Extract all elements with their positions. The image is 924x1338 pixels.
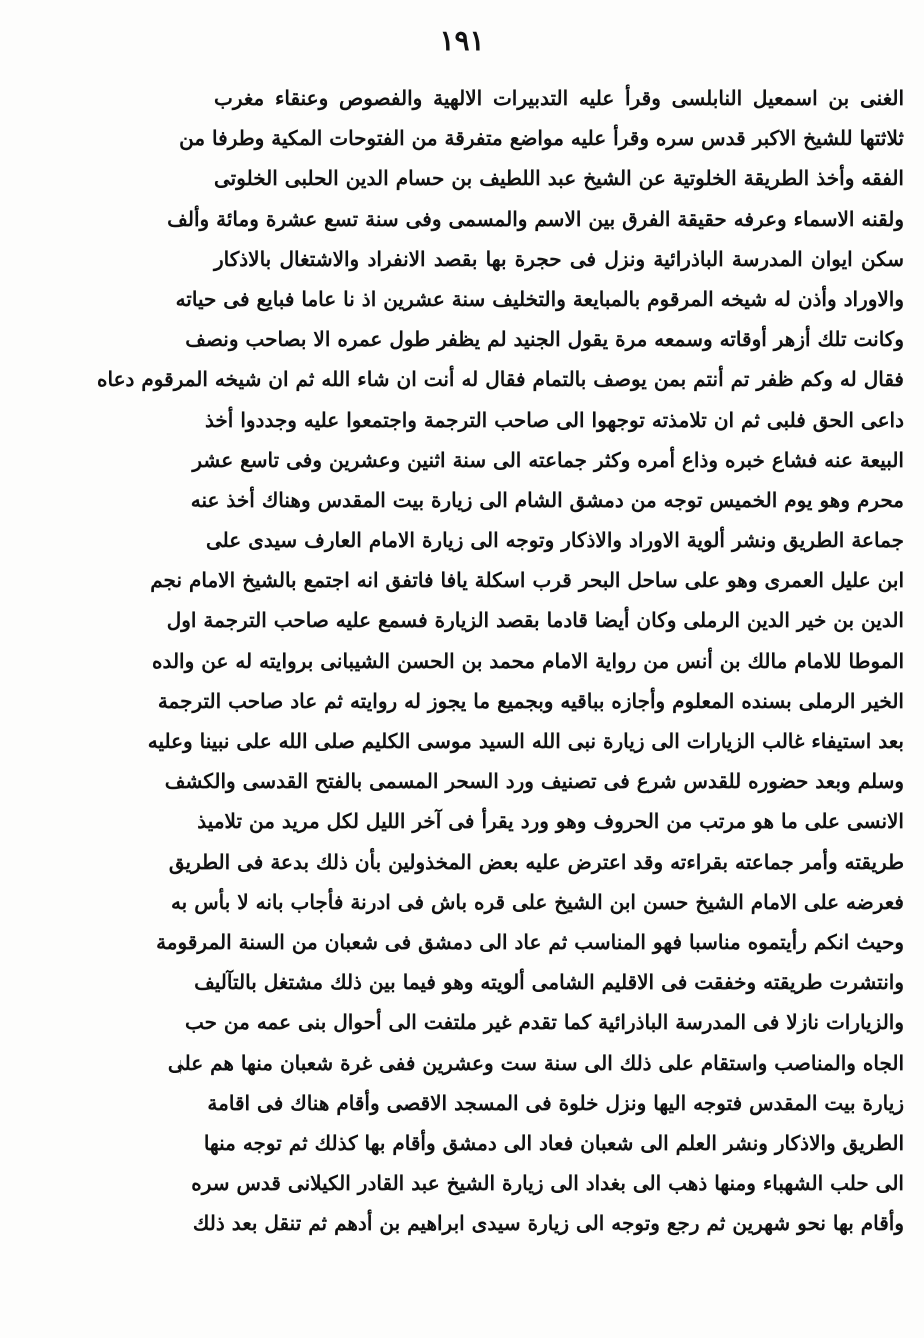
body-text <box>97 78 904 1243</box>
text-line: سكن ايوان المدرسة الباذرائية ونزل فى حجرة بها بقصد الانفراد والاشتغال بالاذكار <box>214 246 904 271</box>
text-line: وحيث انكم رأيتموه مناسبا فهو المناسب ثم عاد الى دمشق فى شعبان من السنة المرقومة <box>156 929 904 954</box>
text-line: وكانت تلك أزهر أوقاته وسمعه مرة يقول الجنيد لم يظفر طول عمره الا بصاحب ونصف <box>185 327 904 352</box>
text-line: الى حلب الشهباء ومنها ذهب الى بغداد الى زيارة الشيخ عبد القادر الكيلانى قدس سره <box>191 1171 904 1196</box>
text-line: الانسى على ما هو مرتب من الحروف وهو ورد يقرأ فى آخر الليل لكل مريد من تلاميذ <box>197 809 904 834</box>
text-line: فعرضه على الامام الشيخ حسن ابن الشيخ على قره باش فى ادرنة فأجاب بانه لا بأس به <box>170 889 904 914</box>
text-line: ثلاثتها للشيخ الاكبر قدس سره وقرأ عليه مواضع متفرقة من الفتوحات المكية وطرفا من <box>179 126 904 151</box>
text-line: والزيارات نازلا فى المدرسة الباذرائية كما تقدم غير ملتفت الى أحوال بنى عمه من حب <box>184 1010 904 1035</box>
text-line: الخير الرملى بسنده المعلوم وأجازه بباقيه وبجميع ما يجوز له روايته ثم عاد صاحب الترجمة <box>157 688 904 713</box>
text-line: ولقنه الاسماء وعرفه حقيقة الفرق بين الاسم والمسمى وفى سنة تسع عشرة ومائة وألف <box>167 206 904 231</box>
text-line: بعد استيفاء غالب الزيارات الى زيارة نبى الله السيد موسى الكليم صلى الله على نبينا وعليه <box>147 729 904 753</box>
page-number: ١٩١ <box>439 24 485 57</box>
text-line: جماعة الطريق ونشر ألوية الاوراد والاذكار وتوجه الى زيارة الامام العارف سيدى على <box>205 528 904 553</box>
text-line: البيعة عنه فشاع خبره وذاع أمره وكثر جماعته الى سنة اثنين وعشرين وفى تاسع عشر <box>192 447 904 472</box>
text-line: الطريق والاذكار ونشر العلم الى شعبان فعاد الى دمشق وأقام بها كذلك ثم توجه منها <box>203 1130 904 1155</box>
text-line: وسلم وبعد حضوره للقدس شرع فى تصنيف ورد السحر المسمى بالفتح القدسى والكشف <box>164 769 904 794</box>
text-line: ابن عليل العمرى وهو على ساحل البحر قرب اسكلة يافا فاتفق انه اجتمع بالشيخ الامام نجم <box>150 568 904 593</box>
text-line: الغنى بن اسمعيل النابلسى وقرأ عليه التدبيرات الالهية والفصوص وعنقاء مغرب <box>214 86 904 110</box>
text-line: الجاه والمناصب واستقام على ذلك الى سنة ست وعشرين ففى غرة شعبان منها هم على <box>167 1050 904 1075</box>
text-line: طريقته وأمر جماعته بقراءته وقد اعترض عليه بعض المخذولين بأن ذلك بدعة فى الطريق <box>168 849 904 874</box>
text-line: الفقه وأخذ الطريقة الخلوتية عن الشيخ عبد اللطيف بن حسام الدين الحلبى الخلوتى <box>214 166 904 191</box>
text-line: زيارة بيت المقدس فتوجه اليها ونزل خلوة فى المسجد الاقصى وأقام هناك فى اقامة <box>207 1090 904 1115</box>
text-line: والاوراد وأذن له شيخه المرقوم بالمبايعة والتخليف سنة عشرين اذ نا عاما فبايع فى حياته <box>175 286 904 311</box>
text-line: الدين بن خير الدين الرملى وكان أيضا قادما بقصد الزيارة فسمع عليه صاحب الترجمة اول <box>166 608 904 633</box>
text-line: وانتشرت طريقته وخفقت فى الاقليم الشامى ألويته وهو فيما بين ذلك مشتغل بالتآليف <box>194 970 904 995</box>
text-line: محرم وهو يوم الخميس توجه من دمشق الشام الى زيارة بيت المقدس وهناك أخذ عنه <box>190 487 904 512</box>
text-line: الموطا للامام مالك بن أنس من رواية الامام محمد بن الحسن الشيبانى بروايته له عن والده <box>151 648 904 673</box>
text-line: فقال له وكم ظفر تم أنتم بمن يوصف بالتمام فقال له أنت ان شاء الله ثم ان شيخه المرقوم دعاه <box>97 367 904 392</box>
text-line: وأقام بها نحو شهرين ثم رجع وتوجه الى زيارة سيدى ابراهيم بن أدهم ثم تنقل بعد ذلك <box>192 1211 904 1236</box>
text-line: داعى الحق فلبى ثم ان تلامذته توجهوا الى صاحب الترجمة واجتمعوا عليه وجددوا أخذ <box>204 407 904 432</box>
